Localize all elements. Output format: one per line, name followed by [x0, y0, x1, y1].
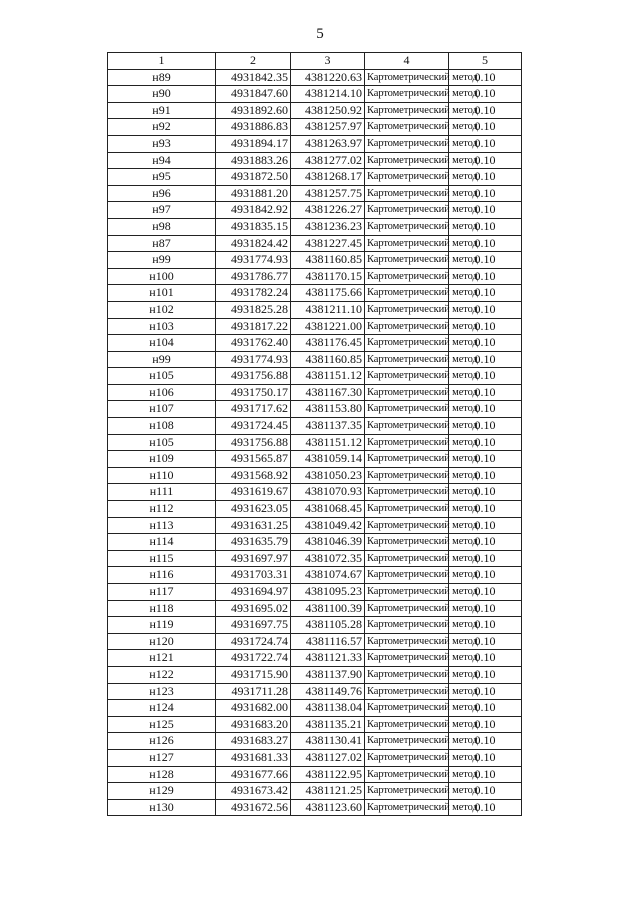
- point-id-cell: н108: [108, 418, 216, 435]
- y-coordinate-cell: 4381277.02: [291, 152, 365, 169]
- accuracy-cell: 0.10: [449, 202, 522, 219]
- header-row: [108, 53, 522, 70]
- accuracy-cell: 0.10: [449, 301, 522, 318]
- y-coordinate-cell: 4381116.57: [291, 633, 365, 650]
- method-cell: Картометрический метод: [365, 733, 449, 750]
- x-coordinate-cell: 4931774.93: [216, 252, 291, 269]
- x-coordinate-cell: 4931697.75: [216, 617, 291, 634]
- accuracy-cell: 0.10: [449, 86, 522, 103]
- header-col-1: 1: [108, 53, 216, 70]
- table-row: [108, 252, 522, 269]
- point-id-cell: н116: [108, 567, 216, 584]
- y-coordinate-cell: 4381121.33: [291, 650, 365, 667]
- table-row: [108, 418, 522, 435]
- method-cell: Картометрический метод: [365, 335, 449, 352]
- accuracy-cell: 0.10: [449, 285, 522, 302]
- accuracy-cell: 0.10: [449, 517, 522, 534]
- method-cell: Картометрический метод: [365, 683, 449, 700]
- y-coordinate-cell: 4381153.80: [291, 401, 365, 418]
- table-row: [108, 683, 522, 700]
- x-coordinate-cell: 4931619.67: [216, 484, 291, 501]
- point-id-cell: н96: [108, 185, 216, 202]
- accuracy-cell: 0.10: [449, 69, 522, 86]
- y-coordinate-cell: 4381074.67: [291, 567, 365, 584]
- x-coordinate-cell: 4931695.02: [216, 600, 291, 617]
- y-coordinate-cell: 4381170.15: [291, 268, 365, 285]
- y-coordinate-cell: 4381236.23: [291, 218, 365, 235]
- x-coordinate-cell: 4931825.28: [216, 301, 291, 318]
- method-cell: Картометрический метод: [365, 202, 449, 219]
- point-id-cell: н107: [108, 401, 216, 418]
- y-coordinate-cell: 4381221.00: [291, 318, 365, 335]
- point-id-cell: н109: [108, 451, 216, 468]
- x-coordinate-cell: 4931672.56: [216, 799, 291, 816]
- table-row: [108, 384, 522, 401]
- y-coordinate-cell: 4381046.39: [291, 534, 365, 551]
- method-cell: Картометрический метод: [365, 517, 449, 534]
- x-coordinate-cell: 4931694.97: [216, 584, 291, 601]
- y-coordinate-cell: 4381167.30: [291, 384, 365, 401]
- method-cell: Картометрический метод: [365, 185, 449, 202]
- point-id-cell: н92: [108, 119, 216, 136]
- x-coordinate-cell: 4931565.87: [216, 451, 291, 468]
- y-coordinate-cell: 4381137.90: [291, 666, 365, 683]
- point-id-cell: н90: [108, 86, 216, 103]
- point-id-cell: н124: [108, 700, 216, 717]
- x-coordinate-cell: 4931835.15: [216, 218, 291, 235]
- x-coordinate-cell: 4931872.50: [216, 169, 291, 186]
- header-col-5: 5: [449, 53, 522, 70]
- y-coordinate-cell: 4381072.35: [291, 550, 365, 567]
- method-cell: Картометрический метод: [365, 584, 449, 601]
- x-coordinate-cell: 4931724.74: [216, 633, 291, 650]
- y-coordinate-cell: 4381100.39: [291, 600, 365, 617]
- method-cell: Картометрический метод: [365, 384, 449, 401]
- y-coordinate-cell: 4381151.12: [291, 368, 365, 385]
- point-id-cell: н87: [108, 235, 216, 252]
- x-coordinate-cell: 4931683.27: [216, 733, 291, 750]
- y-coordinate-cell: 4381220.63: [291, 69, 365, 86]
- x-coordinate-cell: 4931883.26: [216, 152, 291, 169]
- table-row: [108, 86, 522, 103]
- coordinates-table: [107, 52, 522, 816]
- x-coordinate-cell: 4931774.93: [216, 351, 291, 368]
- table-row: [108, 351, 522, 368]
- table-row: [108, 185, 522, 202]
- accuracy-cell: 0.10: [449, 666, 522, 683]
- method-cell: Картометрический метод: [365, 368, 449, 385]
- accuracy-cell: 0.10: [449, 335, 522, 352]
- method-cell: Картометрический метод: [365, 351, 449, 368]
- x-coordinate-cell: 4931683.20: [216, 716, 291, 733]
- x-coordinate-cell: 4931724.45: [216, 418, 291, 435]
- y-coordinate-cell: 4381059.14: [291, 451, 365, 468]
- accuracy-cell: 0.10: [449, 749, 522, 766]
- point-id-cell: н128: [108, 766, 216, 783]
- method-cell: Картометрический метод: [365, 451, 449, 468]
- x-coordinate-cell: 4931894.17: [216, 135, 291, 152]
- accuracy-cell: 0.10: [449, 368, 522, 385]
- point-id-cell: н103: [108, 318, 216, 335]
- point-id-cell: н95: [108, 169, 216, 186]
- table-row: [108, 301, 522, 318]
- table-row: [108, 534, 522, 551]
- y-coordinate-cell: 4381050.23: [291, 467, 365, 484]
- point-id-cell: н94: [108, 152, 216, 169]
- accuracy-cell: 0.10: [449, 384, 522, 401]
- point-id-cell: н101: [108, 285, 216, 302]
- y-coordinate-cell: 4381138.04: [291, 700, 365, 717]
- method-cell: Картометрический метод: [365, 169, 449, 186]
- table-row: [108, 401, 522, 418]
- accuracy-cell: 0.10: [449, 351, 522, 368]
- method-cell: Картометрический метод: [365, 650, 449, 667]
- y-coordinate-cell: 4381160.85: [291, 351, 365, 368]
- method-cell: Картометрический метод: [365, 418, 449, 435]
- header-col-3: 3: [291, 53, 365, 70]
- y-coordinate-cell: 4381127.02: [291, 749, 365, 766]
- point-id-cell: н119: [108, 617, 216, 634]
- table-row: [108, 202, 522, 219]
- table-row: [108, 285, 522, 302]
- accuracy-cell: 0.10: [449, 418, 522, 435]
- table-row: [108, 700, 522, 717]
- method-cell: Картометрический метод: [365, 135, 449, 152]
- point-id-cell: н104: [108, 335, 216, 352]
- accuracy-cell: 0.10: [449, 235, 522, 252]
- table-row: [108, 434, 522, 451]
- accuracy-cell: 0.10: [449, 633, 522, 650]
- table-row: [108, 152, 522, 169]
- table-row: [108, 235, 522, 252]
- y-coordinate-cell: 4381160.85: [291, 252, 365, 269]
- accuracy-cell: 0.10: [449, 451, 522, 468]
- x-coordinate-cell: 4931631.25: [216, 517, 291, 534]
- x-coordinate-cell: 4931842.92: [216, 202, 291, 219]
- table-row: [108, 617, 522, 634]
- method-cell: Картометрический метод: [365, 86, 449, 103]
- y-coordinate-cell: 4381135.21: [291, 716, 365, 733]
- method-cell: Картометрический метод: [365, 434, 449, 451]
- y-coordinate-cell: 4381070.93: [291, 484, 365, 501]
- accuracy-cell: 0.10: [449, 700, 522, 717]
- method-cell: Картометрический метод: [365, 69, 449, 86]
- point-id-cell: н130: [108, 799, 216, 816]
- y-coordinate-cell: 4381105.28: [291, 617, 365, 634]
- table-row: [108, 517, 522, 534]
- table-row: [108, 666, 522, 683]
- method-cell: Картометрический метод: [365, 534, 449, 551]
- table-body: [108, 69, 522, 816]
- point-id-cell: н114: [108, 534, 216, 551]
- y-coordinate-cell: 4381149.76: [291, 683, 365, 700]
- accuracy-cell: 0.10: [449, 252, 522, 269]
- y-coordinate-cell: 4381137.35: [291, 418, 365, 435]
- method-cell: Картометрический метод: [365, 700, 449, 717]
- table-row: [108, 368, 522, 385]
- x-coordinate-cell: 4931842.35: [216, 69, 291, 86]
- method-cell: Картометрический метод: [365, 467, 449, 484]
- point-id-cell: н100: [108, 268, 216, 285]
- y-coordinate-cell: 4381257.97: [291, 119, 365, 136]
- x-coordinate-cell: 4931673.42: [216, 783, 291, 800]
- table-row: [108, 484, 522, 501]
- table-row: [108, 169, 522, 186]
- x-coordinate-cell: 4931682.00: [216, 700, 291, 717]
- accuracy-cell: 0.10: [449, 534, 522, 551]
- point-id-cell: н102: [108, 301, 216, 318]
- method-cell: Картометрический метод: [365, 550, 449, 567]
- accuracy-cell: 0.10: [449, 434, 522, 451]
- point-id-cell: н106: [108, 384, 216, 401]
- table-row: [108, 716, 522, 733]
- y-coordinate-cell: 4381263.97: [291, 135, 365, 152]
- accuracy-cell: 0.10: [449, 584, 522, 601]
- point-id-cell: н105: [108, 434, 216, 451]
- method-cell: Картометрический метод: [365, 218, 449, 235]
- method-cell: Картометрический метод: [365, 799, 449, 816]
- method-cell: Картометрический метод: [365, 268, 449, 285]
- table-row: [108, 550, 522, 567]
- table-row: [108, 600, 522, 617]
- method-cell: Картометрический метод: [365, 716, 449, 733]
- accuracy-cell: 0.10: [449, 716, 522, 733]
- accuracy-cell: 0.10: [449, 501, 522, 518]
- page-number: 5: [316, 26, 324, 42]
- accuracy-cell: 0.10: [449, 550, 522, 567]
- x-coordinate-cell: 4931715.90: [216, 666, 291, 683]
- accuracy-cell: 0.10: [449, 135, 522, 152]
- table-row: [108, 467, 522, 484]
- y-coordinate-cell: 4381121.25: [291, 783, 365, 800]
- method-cell: Картометрический метод: [365, 749, 449, 766]
- x-coordinate-cell: 4931782.24: [216, 285, 291, 302]
- point-id-cell: н89: [108, 69, 216, 86]
- accuracy-cell: 0.10: [449, 169, 522, 186]
- accuracy-cell: 0.10: [449, 467, 522, 484]
- point-id-cell: н115: [108, 550, 216, 567]
- method-cell: Картометрический метод: [365, 766, 449, 783]
- x-coordinate-cell: 4931677.66: [216, 766, 291, 783]
- point-id-cell: н110: [108, 467, 216, 484]
- method-cell: Картометрический метод: [365, 119, 449, 136]
- x-coordinate-cell: 4931817.22: [216, 318, 291, 335]
- table-row: [108, 318, 522, 335]
- x-coordinate-cell: 4931711.28: [216, 683, 291, 700]
- y-coordinate-cell: 4381130.41: [291, 733, 365, 750]
- y-coordinate-cell: 4381226.27: [291, 202, 365, 219]
- x-coordinate-cell: 4931750.17: [216, 384, 291, 401]
- accuracy-cell: 0.10: [449, 218, 522, 235]
- point-id-cell: н120: [108, 633, 216, 650]
- y-coordinate-cell: 4381151.12: [291, 434, 365, 451]
- point-id-cell: н99: [108, 351, 216, 368]
- y-coordinate-cell: 4381095.23: [291, 584, 365, 601]
- table-row: [108, 451, 522, 468]
- point-id-cell: н99: [108, 252, 216, 269]
- accuracy-cell: 0.10: [449, 600, 522, 617]
- accuracy-cell: 0.10: [449, 783, 522, 800]
- x-coordinate-cell: 4931881.20: [216, 185, 291, 202]
- x-coordinate-cell: 4931568.92: [216, 467, 291, 484]
- y-coordinate-cell: 4381214.10: [291, 86, 365, 103]
- table-row: [108, 567, 522, 584]
- method-cell: Картометрический метод: [365, 567, 449, 584]
- table-row: [108, 119, 522, 136]
- point-id-cell: н97: [108, 202, 216, 219]
- method-cell: Картометрический метод: [365, 102, 449, 119]
- accuracy-cell: 0.10: [449, 567, 522, 584]
- x-coordinate-cell: 4931623.05: [216, 501, 291, 518]
- method-cell: Картометрический метод: [365, 600, 449, 617]
- method-cell: Картометрический метод: [365, 285, 449, 302]
- table-row: [108, 218, 522, 235]
- table-row: [108, 783, 522, 800]
- y-coordinate-cell: 4381268.17: [291, 169, 365, 186]
- point-id-cell: н111: [108, 484, 216, 501]
- x-coordinate-cell: 4931847.60: [216, 86, 291, 103]
- accuracy-cell: 0.10: [449, 799, 522, 816]
- table-row: [108, 799, 522, 816]
- header-col-4: 4: [365, 53, 449, 70]
- point-id-cell: н125: [108, 716, 216, 733]
- accuracy-cell: 0.10: [449, 617, 522, 634]
- point-id-cell: н91: [108, 102, 216, 119]
- method-cell: Картометрический метод: [365, 666, 449, 683]
- x-coordinate-cell: 4931786.77: [216, 268, 291, 285]
- table-row: [108, 633, 522, 650]
- point-id-cell: н117: [108, 584, 216, 601]
- method-cell: Картометрический метод: [365, 152, 449, 169]
- table-row: [108, 335, 522, 352]
- method-cell: Картометрический метод: [365, 501, 449, 518]
- x-coordinate-cell: 4931722.74: [216, 650, 291, 667]
- x-coordinate-cell: 4931892.60: [216, 102, 291, 119]
- point-id-cell: н105: [108, 368, 216, 385]
- accuracy-cell: 0.10: [449, 683, 522, 700]
- table-row: [108, 135, 522, 152]
- accuracy-cell: 0.10: [449, 152, 522, 169]
- accuracy-cell: 0.10: [449, 185, 522, 202]
- method-cell: Картометрический метод: [365, 484, 449, 501]
- accuracy-cell: 0.10: [449, 766, 522, 783]
- accuracy-cell: 0.10: [449, 102, 522, 119]
- y-coordinate-cell: 4381175.66: [291, 285, 365, 302]
- point-id-cell: н121: [108, 650, 216, 667]
- table-row: [108, 584, 522, 601]
- accuracy-cell: 0.10: [449, 318, 522, 335]
- x-coordinate-cell: 4931756.88: [216, 368, 291, 385]
- point-id-cell: н93: [108, 135, 216, 152]
- table-row: [108, 650, 522, 667]
- x-coordinate-cell: 4931717.62: [216, 401, 291, 418]
- y-coordinate-cell: 4381123.60: [291, 799, 365, 816]
- point-id-cell: н123: [108, 683, 216, 700]
- x-coordinate-cell: 4931756.88: [216, 434, 291, 451]
- x-coordinate-cell: 4931762.40: [216, 335, 291, 352]
- accuracy-cell: 0.10: [449, 268, 522, 285]
- point-id-cell: н129: [108, 783, 216, 800]
- method-cell: Картометрический метод: [365, 617, 449, 634]
- point-id-cell: н122: [108, 666, 216, 683]
- method-cell: Картометрический метод: [365, 235, 449, 252]
- table-row: [108, 102, 522, 119]
- point-id-cell: н113: [108, 517, 216, 534]
- table-row: [108, 268, 522, 285]
- point-id-cell: н98: [108, 218, 216, 235]
- y-coordinate-cell: 4381049.42: [291, 517, 365, 534]
- header-col-2: 2: [216, 53, 291, 70]
- table-row: [108, 501, 522, 518]
- point-id-cell: н112: [108, 501, 216, 518]
- x-coordinate-cell: 4931681.33: [216, 749, 291, 766]
- method-cell: Картометрический метод: [365, 301, 449, 318]
- point-id-cell: н127: [108, 749, 216, 766]
- method-cell: Картометрический метод: [365, 783, 449, 800]
- accuracy-cell: 0.10: [449, 119, 522, 136]
- y-coordinate-cell: 4381122.95: [291, 766, 365, 783]
- y-coordinate-cell: 4381176.45: [291, 335, 365, 352]
- accuracy-cell: 0.10: [449, 733, 522, 750]
- point-id-cell: н126: [108, 733, 216, 750]
- y-coordinate-cell: 4381250.92: [291, 102, 365, 119]
- x-coordinate-cell: 4931635.79: [216, 534, 291, 551]
- accuracy-cell: 0.10: [449, 650, 522, 667]
- y-coordinate-cell: 4381227.45: [291, 235, 365, 252]
- x-coordinate-cell: 4931824.42: [216, 235, 291, 252]
- x-coordinate-cell: 4931886.83: [216, 119, 291, 136]
- y-coordinate-cell: 4381068.45: [291, 501, 365, 518]
- point-id-cell: н118: [108, 600, 216, 617]
- table-row: [108, 766, 522, 783]
- method-cell: Картометрический метод: [365, 401, 449, 418]
- y-coordinate-cell: 4381211.10: [291, 301, 365, 318]
- accuracy-cell: 0.10: [449, 484, 522, 501]
- table-header: [108, 53, 522, 70]
- table-row: [108, 69, 522, 86]
- x-coordinate-cell: 4931697.97: [216, 550, 291, 567]
- table-row: [108, 749, 522, 766]
- y-coordinate-cell: 4381257.75: [291, 185, 365, 202]
- x-coordinate-cell: 4931703.31: [216, 567, 291, 584]
- method-cell: Картометрический метод: [365, 252, 449, 269]
- method-cell: Картометрический метод: [365, 318, 449, 335]
- table-row: [108, 733, 522, 750]
- accuracy-cell: 0.10: [449, 401, 522, 418]
- method-cell: Картометрический метод: [365, 633, 449, 650]
